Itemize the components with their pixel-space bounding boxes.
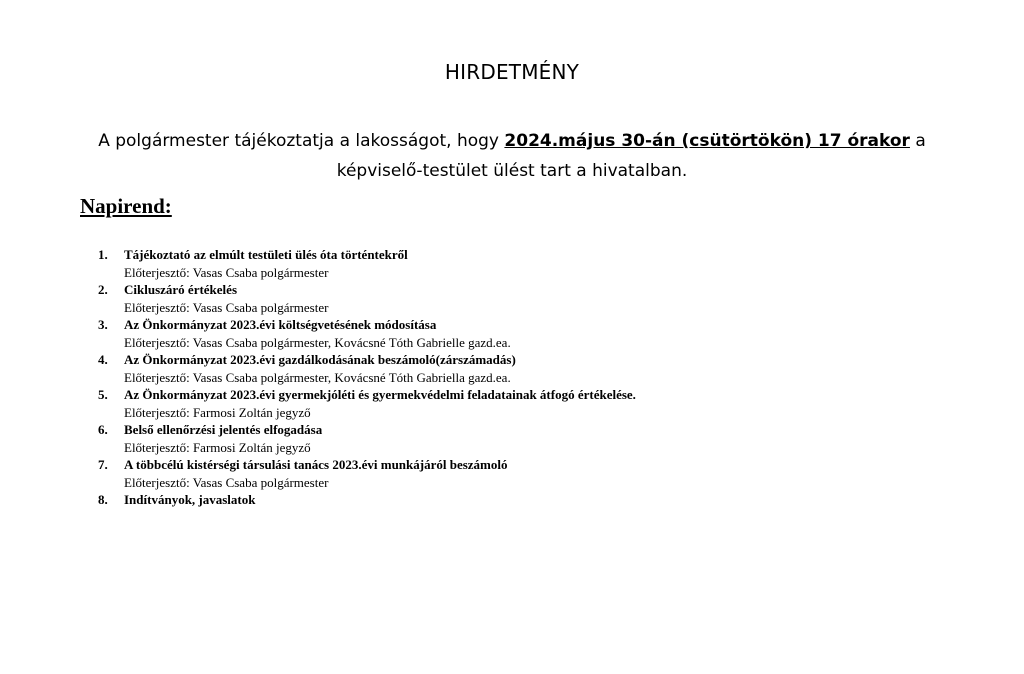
agenda-heading: Napirend: — [80, 194, 172, 218]
agenda-item-presenter: Előterjesztő: Farmosi Zoltán jegyző — [124, 439, 311, 455]
agenda-item — [98, 351, 918, 386]
agenda-item-number: 7. — [98, 457, 108, 472]
agenda-item-title: Tájékoztató az elmúlt testületi ülés óta történtekről — [124, 247, 408, 262]
agenda-item-presenter: Előterjesztő: Vasas Csaba polgármester — [124, 474, 329, 490]
agenda-item-number: 6. — [98, 422, 108, 437]
agenda-item-number: 8. — [98, 492, 108, 507]
agenda-item — [98, 281, 918, 316]
agenda-item — [98, 421, 918, 456]
agenda-list — [98, 246, 918, 509]
agenda-item-number: 3. — [98, 317, 108, 332]
meeting-date-time: 2024.május 30-án (csütörtökön) 17 órakor — [504, 131, 910, 151]
agenda-item-presenter: Előterjesztő: Vasas Csaba polgármester — [124, 264, 329, 280]
agenda-item-title: Az Önkormányzat 2023.évi gyermekjóléti és gyermekvédelmi feladatainak átfogó értékelése. — [124, 387, 636, 402]
intro-text-after: a képviselő-testület ülést tart a hivatalban. — [336, 131, 926, 181]
agenda-item-number: 2. — [98, 282, 108, 297]
agenda-item — [98, 246, 918, 281]
agenda-item — [98, 386, 918, 421]
agenda-item-presenter: Előterjesztő: Farmosi Zoltán jegyző — [124, 404, 311, 420]
agenda-item-number: 1. — [98, 247, 108, 262]
agenda-item-presenter: Előterjesztő: Vasas Csaba polgármester, Kovácsné Tóth Gabrielle gazd.ea. — [124, 334, 511, 350]
agenda-item-presenter: Előterjesztő: Vasas Csaba polgármester — [124, 299, 329, 315]
agenda-item-number: 4. — [98, 352, 108, 367]
page-title: HIRDETMÉNY — [444, 60, 580, 84]
agenda-item — [98, 491, 918, 509]
agenda-item-title: Belső ellenőrzési jelentés elfogadása — [124, 422, 323, 437]
agenda-item-title: Indítványok, javaslatok — [124, 492, 256, 507]
agenda-item — [98, 316, 918, 351]
agenda-item-title: Az Önkormányzat 2023.évi költségvetésének módosítása — [124, 317, 437, 332]
agenda-item-title: Az Önkormányzat 2023.évi gazdálkodásának beszámoló(zárszámadás) — [124, 352, 516, 367]
agenda-item-presenter: Előterjesztő: Vasas Csaba polgármester, Kovácsné Tóth Gabriella gazd.ea. — [124, 369, 511, 385]
agenda-item-title: Cikluszáró értékelés — [124, 282, 238, 297]
agenda-item-number: 5. — [98, 387, 108, 402]
agenda-item — [98, 456, 918, 491]
intro-text-before: A polgármester tájékoztatja a lakosságot, hogy — [98, 131, 505, 151]
announcement-text — [60, 126, 964, 186]
agenda-item-title: A többcélú kistérségi társulási tanács 2023.évi munkájáról beszámoló — [124, 457, 508, 472]
